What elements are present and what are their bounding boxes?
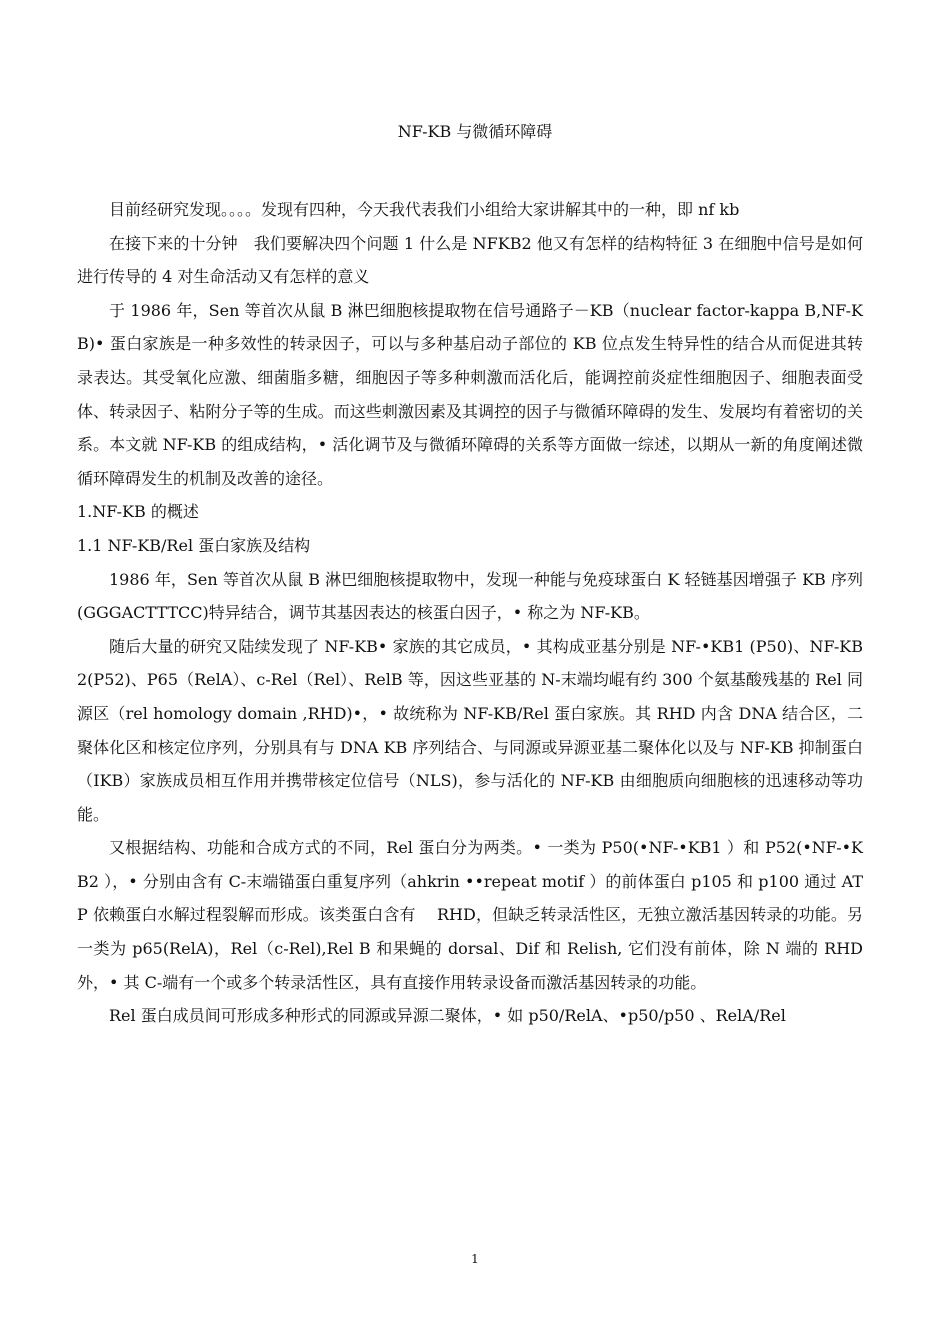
section-heading-overview: 1.NF-KB 的概述 [77, 502, 199, 522]
paragraph-dimers: Rel 蛋白成员间可形成多种形式的同源或异源二聚体，• 如 p50/RelA、•p50/p50 、RelA/Rel [109, 1006, 786, 1026]
document-body [77, 193, 863, 1033]
paragraph-intro: 目前经研究发现。。。。发现有四种，今天我代表我们小组给大家讲解其中的一种，即 nf kb [109, 200, 740, 219]
paragraph-subunits: 随后大量的研究又陆续发现了 NF-KB• 家族的其它成员，• 其构成亚基分别是 NF-•KB1 (P50)、NF-KB2(P52)、P65（RelA）、c-Rel（Rel）、RelB 等，因这些亚基的 N-末端均崐有约 300 个氨基酸残基的 Rel 同源区（rel homology domain ,RHD)•，• 故统称为 NF-KB/Rel 蛋白家族。其 RHD 内含 DNA 结合区，二聚体化区和核定位序列，分别具有与 DNA KB 序列结合、与同源或异源亚基二聚体化以及与 NF-KB 抑制蛋白（IKB）家族成员相互作用并携带核定位信号（NLS)，参与活化的 NF-KB 由细胞质向细胞核的迅速移动等功能。 [77, 636, 863, 824]
page-number: 1 [471, 1252, 479, 1266]
paragraph-rel-classes: 又根据结构、功能和合成方式的不同，Rel 蛋白分为两类。• 一类为 P50(•NF-•KB1 ）和 P52(•NF-•KB2 ），• 分别由含有 C-末端锚蛋白重复序列（ahkrin ••repeat motif ）的前体蛋白 p105 和 p100 通过 ATP 依赖蛋白水解过程裂解而形成。该类蛋白含有 RHD，但缺乏转录活性区，无独立激活基因转录的功能。另一类为 p65(RelA)，Rel（c-Rel),Rel B 和果蝇的 dorsal、Dif 和 Relish, 它们没有前体，除 N 端的 RHD 外，• 其 C-端有一个或多个转录活性区，具有直接作用转录设备而激活基因转录的功能。 [77, 838, 863, 992]
document-title: NF-KB 与微循环障碍 [397, 122, 553, 141]
subsection-heading-family-structure: 1.1 NF-KB/Rel 蛋白家族及结构 [77, 535, 311, 555]
paragraph-discovery: 1986 年，Sen 等首次从鼠 B 淋巴细胞核提取物中，发现一种能与免疫球蛋白 K 轻链基因增强子 KB 序列(GGGACTTTCC)特异结合，调节其基因表达的核蛋白因子，• 称之为 NF-KB。 [77, 569, 863, 623]
paragraph-abstract: 于 1986 年，Sen 等首次从鼠 B 淋巴细胞核提取物在信号通路子－KB（nuclear factor-kappa B,NF-KB)• 蛋白家族是一种多效性的转录因子，可以与多种基启动子部位的 KB 位点发生特异性的结合从而促进其转录表达。其受氧化应激、细菌脂多糖，细胞因子等多种刺激而活化后，能调控前炎症性细胞因子、细胞表面受体、转录因子、粘附分子等的生成。而这些刺激因素及其调控的因子与微循环障碍的发生、发展均有着密切的关系。本文就 NF-KB 的组成结构，• 活化调节及与微循环障碍的关系等方面做一综述，以期从一新的角度阐述微循环障碍发生的机制及改善的途径。 [77, 300, 863, 488]
paragraph-questions: 在接下来的十分钟 我们要解决四个问题 1 什么是 NFKB2 他又有怎样的结构特征 3 在细胞中信号是如何进行传导的 4 对生命活动又有怎样的意义 [77, 233, 863, 287]
